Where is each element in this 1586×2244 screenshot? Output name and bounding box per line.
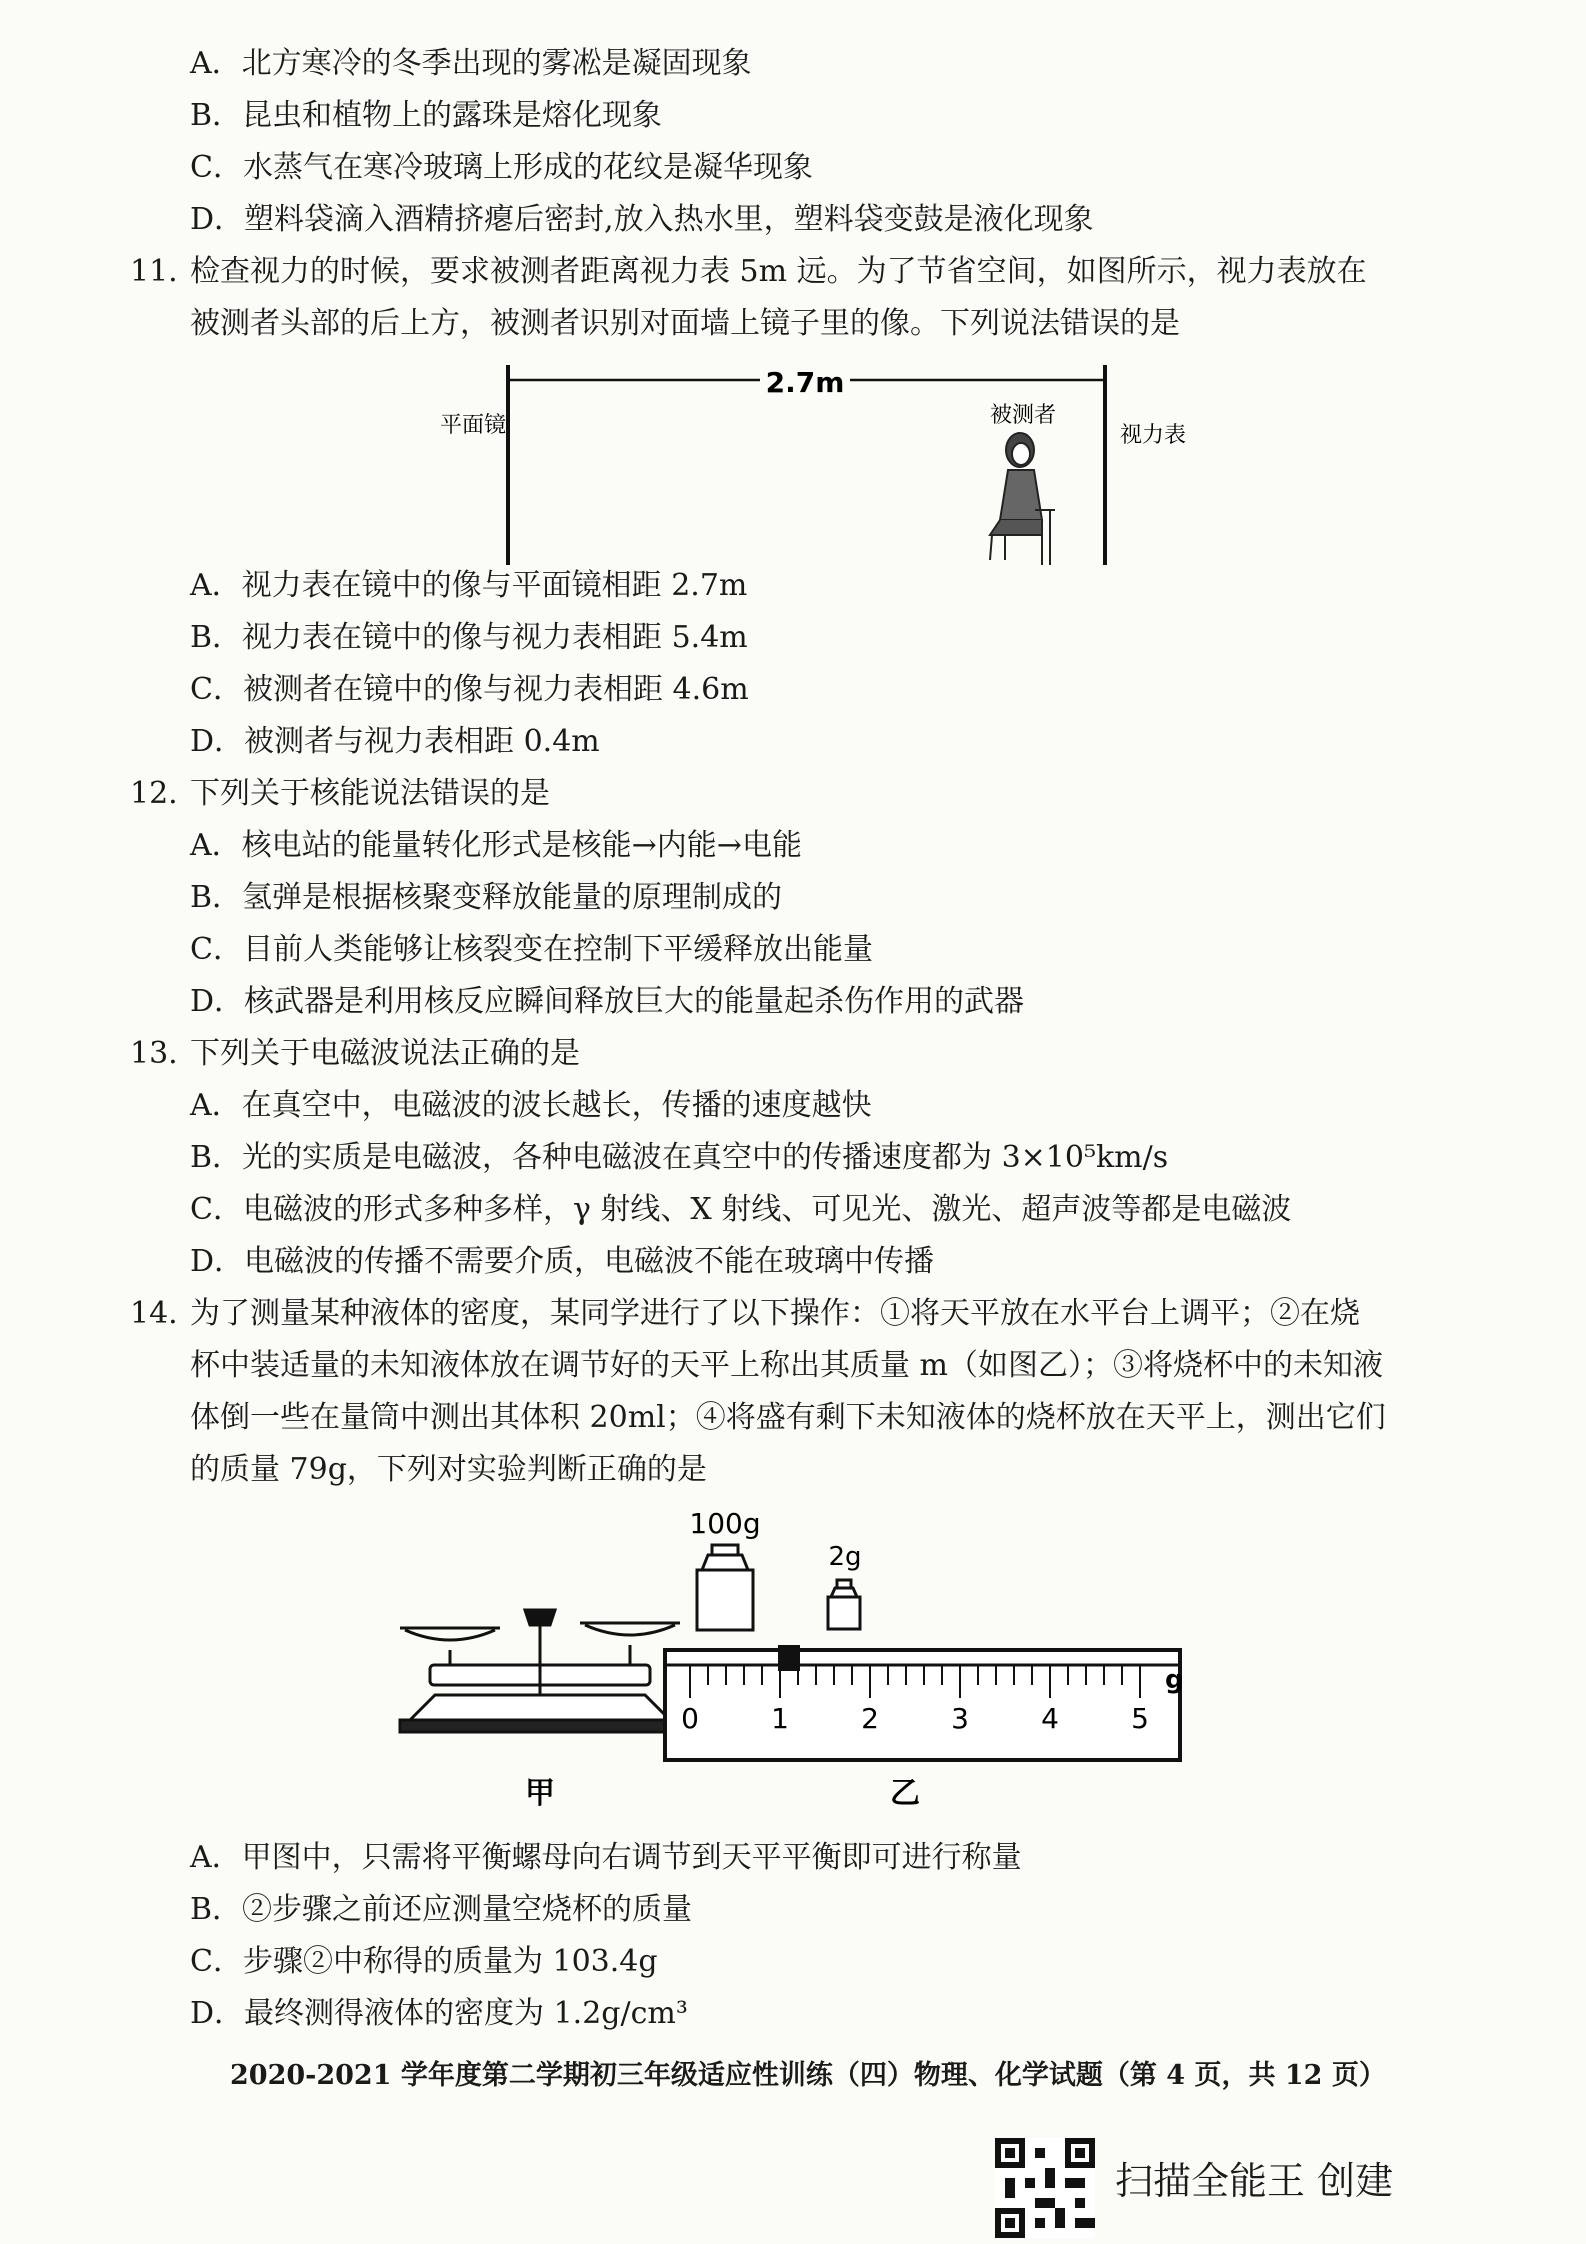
q12-option-d: D．核武器是利用核反应瞬间释放巨大的能量起杀伤作用的武器 (190, 984, 1025, 1019)
weight-100g-icon (697, 1545, 753, 1630)
q13-number: 13. (130, 1036, 178, 1071)
q12-option-b: B．氢弹是根据核聚变释放能量的原理制成的 (190, 880, 783, 915)
q11-number: 11. (130, 254, 178, 289)
scale-tick-label: 3 (951, 1702, 969, 1735)
person-label: 被测者 (990, 403, 1057, 428)
q14-text-4: 的质量 79g，下列对实验判断正确的是 (190, 1452, 707, 1487)
q14-option-c: C．步骤②中称得的质量为 103.4g (190, 1944, 658, 1979)
label-jia: 甲 (525, 1776, 555, 1811)
q12-text: 下列关于核能说法错误的是 (190, 776, 550, 811)
q12-number: 12. (130, 776, 178, 811)
q14-number: 14. (130, 1296, 178, 1331)
scale-slider (778, 1645, 800, 1671)
mirror-label: 平面镜 (440, 413, 507, 438)
scale-tick-label: 4 (1041, 1702, 1059, 1735)
q13-option-a: A．在真空中，电磁波的波长越长，传播的速度越快 (190, 1088, 872, 1123)
q13-option-c: C．电磁波的形式多种多样，γ 射线、X 射线、可见光、激光、超声波等都是电磁波 (190, 1192, 1292, 1227)
q14-text-2: 杯中装适量的未知液体放在调节好的天平上称出其质量 m（如图乙）；③将烧杯中的未知液 (190, 1348, 1383, 1383)
q14-figure (390, 1500, 1210, 1830)
q13-text: 下列关于电磁波说法正确的是 (190, 1036, 580, 1071)
q14-option-a: A．甲图中，只需将平衡螺母向右调节到天平平衡即可进行称量 (190, 1840, 1022, 1875)
q10-option-b: B．昆虫和植物上的露珠是熔化现象 (190, 98, 663, 133)
eye-chart-label: 视力表 (1120, 423, 1187, 448)
weight-100g-label: 100g (689, 1507, 761, 1540)
q14-text-3: 体倒一些在量筒中测出其体积 20ml；④将盛有剩下未知液体的烧杯放在天平上，测出它们 (190, 1400, 1386, 1435)
q13-option-d: D．电磁波的传播不需要介质，电磁波不能在玻璃中传播 (190, 1244, 935, 1279)
scale-unit-label: g (1165, 1665, 1184, 1695)
balance-icon (400, 1610, 685, 1732)
q11-option-c: C．被测者在镜中的像与视力表相距 4.6m (190, 672, 749, 707)
distance-label: 2.7m (765, 366, 845, 399)
q10-option-a: A．北方寒冷的冬季出现的雾凇是凝固现象 (190, 46, 752, 81)
person-icon (990, 433, 1055, 565)
q11-text-2: 被测者头部的后上方，被测者识别对面墙上镜子里的像。下列说法错误的是 (190, 306, 1180, 341)
beam-scale (665, 1645, 1184, 1760)
q11-figure (430, 360, 1230, 575)
label-yi: 乙 (890, 1776, 920, 1811)
page-footer: 2020-2021 学年度第二学期初三年级适应性训练（四）物理、化学试题（第 4 页，共 12 页） (230, 2060, 1386, 2091)
scale-tick-label: 0 (681, 1702, 699, 1735)
q11-option-b: B．视力表在镜中的像与视力表相距 5.4m (190, 620, 748, 655)
q10-option-c: C．水蒸气在寒冷玻璃上形成的花纹是凝华现象 (190, 150, 813, 185)
scale-tick-label: 2 (861, 1702, 879, 1735)
scale-tick-label: 5 (1131, 1702, 1149, 1735)
q12-option-a: A．核电站的能量转化形式是核能→内能→电能 (190, 828, 802, 863)
scanner-watermark: 扫描全能王 创建 (1115, 2159, 1394, 2203)
q11-option-d: D．被测者与视力表相距 0.4m (190, 724, 600, 759)
q14-text-1: 为了测量某种液体的密度，某同学进行了以下操作：①将天平放在水平台上调平；②在烧 (190, 1296, 1360, 1331)
q11-option-a: A．视力表在镜中的像与平面镜相距 2.7m (190, 568, 748, 603)
q12-option-c: C．目前人类能够让核裂变在控制下平缓释放出能量 (190, 932, 873, 967)
q11-text-1: 检查视力的时候，要求被测者距离视力表 5m 远。为了节省空间，如图所示，视力表放在 (190, 254, 1367, 289)
q10-option-d: D．塑料袋滴入酒精挤瘪后密封,放入热水里，塑料袋变鼓是液化现象 (190, 202, 1094, 237)
q14-option-b: B．②步骤之前还应测量空烧杯的质量 (190, 1892, 693, 1927)
scale-tick-label: 1 (771, 1702, 789, 1735)
weight-2g-label: 2g (828, 1542, 862, 1572)
qr-code-icon (995, 2138, 1095, 2238)
weight-2g-icon (828, 1580, 860, 1629)
q14-option-d: D．最终测得液体的密度为 1.2g/cm³ (190, 1996, 688, 2031)
q13-option-b: B．光的实质是电磁波，各种电磁波在真空中的传播速度都为 3×10⁵km/s (190, 1140, 1169, 1175)
